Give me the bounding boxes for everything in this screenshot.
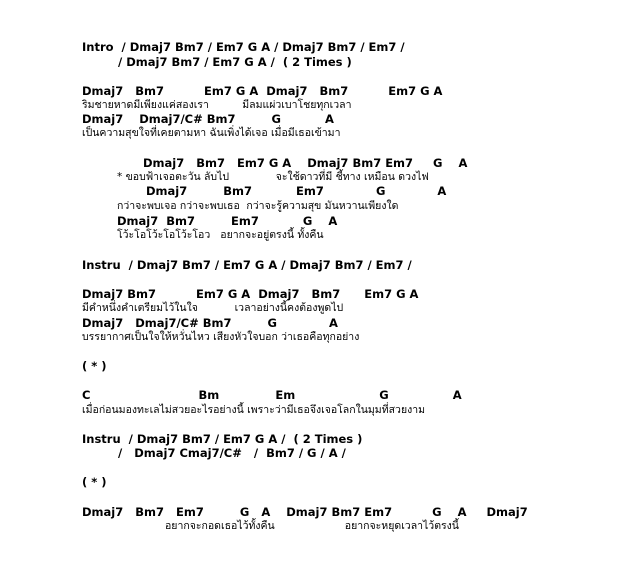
chorus-chord-line-3: Dmaj7 Bm7 Em7 G A xyxy=(117,214,338,228)
chorus-reference-1: ( * ) xyxy=(82,359,107,373)
bridge-chord-line: C Bm Em G A xyxy=(82,388,462,402)
outro-lyric-line: อยากจะกอดเธอไว้ทั้งคืน อยากจะหยุดเวลาไว้ตรงนี้ xyxy=(165,520,459,532)
instru-line-1: Instru / Dmaj7 Bm7 / Em7 G A / Dmaj7 Bm7 / Em7 / xyxy=(82,258,412,272)
chorus-lyric-line-3: โว้ะโอโว้ะโอโว้ะโอว อยากจะอยู่ตรงนี้ ทั้งคืน xyxy=(117,229,324,241)
verse1-lyric-line-1: ริมชายหาดมีเพียงแค่สองเรา มีลมแผ่วเบาโชยทุกเวลา xyxy=(82,99,352,111)
verse1-chord-line-2: Dmaj7 Dmaj7/C# Bm7 G A xyxy=(82,112,334,126)
chorus-chord-line-1: Dmaj7 Bm7 Em7 G A Dmaj7 Bm7 Em7 G A xyxy=(143,156,468,170)
verse2-chord-line-1: Dmaj7 Bm7 Em7 G A Dmaj7 Bm7 Em7 G A xyxy=(82,287,419,301)
verse2-chord-line-2: Dmaj7 Dmaj7/C# Bm7 G A xyxy=(82,316,338,330)
bridge-lyric-line: เมื่อก่อนมองทะเลไม่สวยอะไรอย่างนี้ เพราะว่ามีเธอจึงเจอโลกในมุมที่สวยงาม xyxy=(82,404,426,416)
intro-line-1: Intro / Dmaj7 Bm7 / Em7 G A / Dmaj7 Bm7 / Em7 / xyxy=(82,40,405,54)
verse1-lyric-line-2: เป็นความสุขใจที่เคยตามหา ฉันเพิ่งได้เจอ เมื่อมีเธอเข้ามา xyxy=(82,127,341,139)
intro-line-2: / Dmaj7 Bm7 / Em7 G A / ( 2 Times ) xyxy=(82,55,352,69)
instru2-line-2: / Dmaj7 Cmaj7/C# / Bm7 / G / A / xyxy=(82,446,346,460)
verse2-lyric-line-2: บรรยากาศเป็นใจให้หวั่นไหว เสียงหัวใจบอก ว่าเธอคือทุกอย่าง xyxy=(82,331,360,343)
chorus-chord-line-2: Dmaj7 Bm7 Em7 G A xyxy=(146,184,447,198)
instru2-line-1: Instru / Dmaj7 Bm7 / Em7 G A / ( 2 Times ) xyxy=(82,432,363,446)
outro-chord-line: Dmaj7 Bm7 Em7 G A Dmaj7 Bm7 Em7 G A Dmaj7 xyxy=(82,505,528,519)
chorus-reference-2: ( * ) xyxy=(82,475,107,489)
chorus-lyric-line-1: * ขอบฟ้าเจอตะวัน ลับไป จะใช้ดาวที่มี ชี้ทาง เหมือน ดวงไฟ xyxy=(117,171,429,183)
verse2-lyric-line-1: มีคำหนึ่งคำเตรียมไว้ในใจ เวลาอย่างนี้คงต้องพูดไป xyxy=(82,302,344,314)
verse1-chord-line-1: Dmaj7 Bm7 Em7 G A Dmaj7 Bm7 Em7 G A xyxy=(82,84,443,98)
chorus-lyric-line-2: กว่าจะพบเจอ กว่าจะพบเธอ กว่าจะรู้ความสุข มันหวานเพียงใด xyxy=(117,200,399,212)
